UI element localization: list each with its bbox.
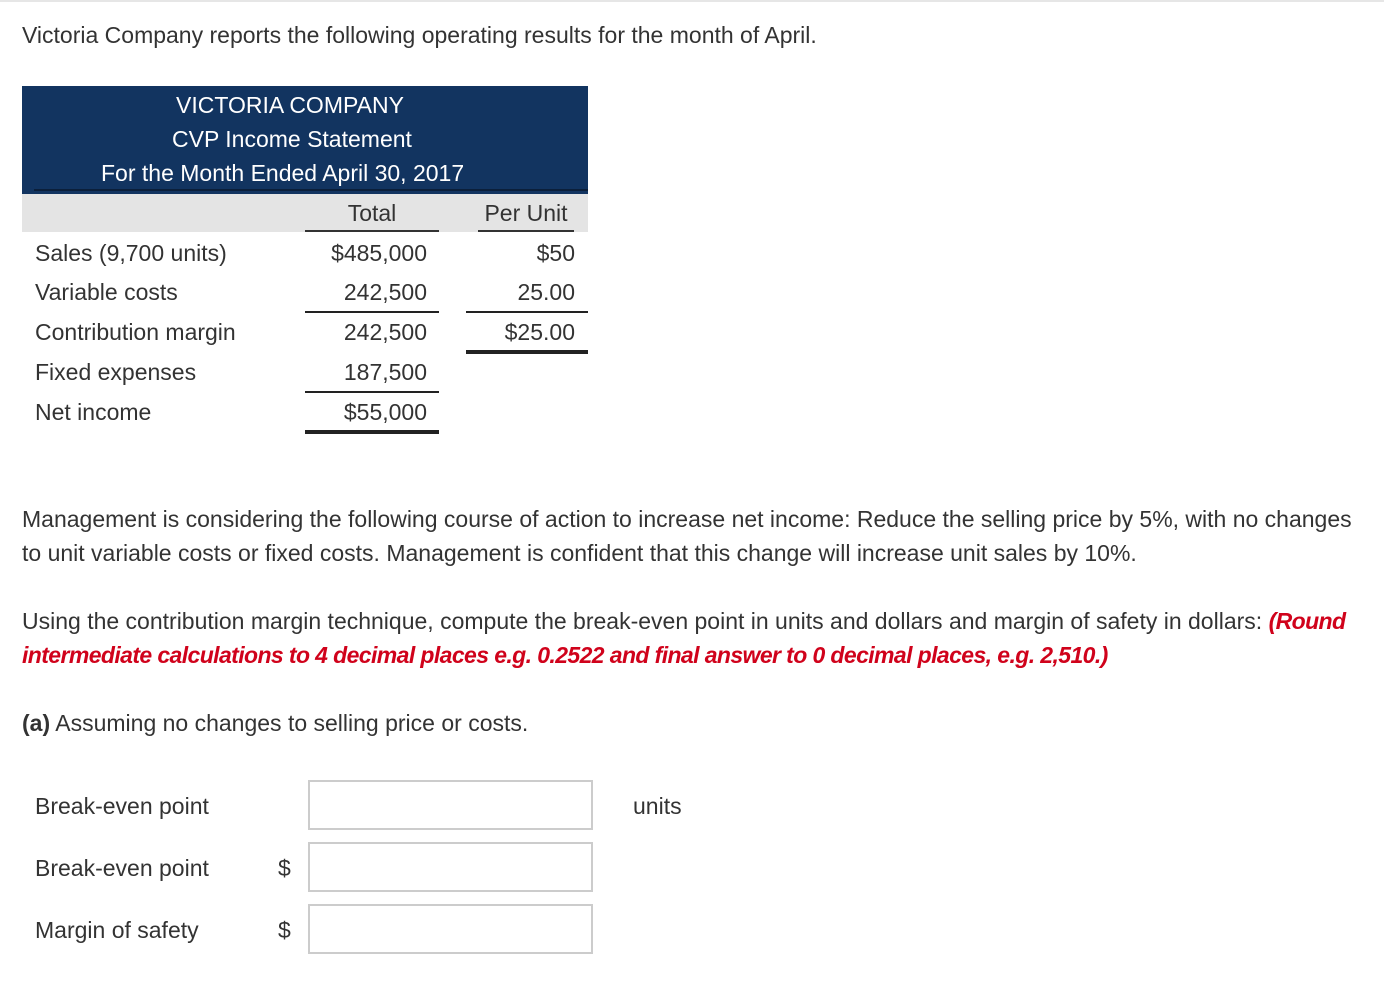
total-subtotal-rule xyxy=(305,311,439,313)
sales-per-unit: $50 xyxy=(536,240,575,266)
variable-costs-total: 242,500 xyxy=(343,279,427,305)
fixed-expenses-total: 187,500 xyxy=(343,359,427,385)
statement-header xyxy=(22,86,588,194)
part-a-letter: (a) xyxy=(22,710,51,736)
bep-units-label: Break-even point xyxy=(35,793,209,819)
col-per-unit-underline xyxy=(478,230,574,232)
net-income-total: $55,000 xyxy=(343,399,427,425)
variable-costs-per-unit: 25.00 xyxy=(517,279,575,305)
scenario-paragraph: Management is considering the following course of action to increase net income: Reduce the selling price by 5%, with no changes to unit variable costs or fixed costs. Management is confident that this change will increase unit sales by 10%. xyxy=(22,506,1352,566)
sales-total: $485,000 xyxy=(331,240,427,266)
statement-title: CVP Income Statement xyxy=(172,126,412,152)
unit-double-rule xyxy=(466,350,588,354)
unit-subtotal-rule xyxy=(466,311,588,313)
part-a-text: Assuming no changes to selling price or costs. xyxy=(55,710,529,736)
contribution-margin-total: 242,500 xyxy=(343,319,427,345)
margin-of-safety-currency: $ xyxy=(278,917,291,943)
units-label: units xyxy=(633,793,682,819)
bep-units-input[interactable] xyxy=(308,780,593,830)
bep-dollars-currency: $ xyxy=(278,855,291,881)
total-double-rule xyxy=(305,430,439,434)
row-label-fixed-expenses: Fixed expenses xyxy=(35,359,197,385)
statement-period: For the Month Ended April 30, 2017 xyxy=(101,160,465,186)
rounding-note: (Round intermediate calculations to 4 decimal places e.g. 0.2522 and final answer to 0 decimal places, e.g. 2,510.) xyxy=(22,608,1346,668)
contribution-margin-per-unit: $25.00 xyxy=(504,319,575,345)
col-total-underline xyxy=(305,230,439,232)
instructions-paragraph xyxy=(22,604,1372,672)
top-divider xyxy=(0,0,1384,2)
statement-company: VICTORIA COMPANY xyxy=(176,92,404,118)
total-net-rule xyxy=(305,391,439,393)
bep-dollars-input[interactable] xyxy=(308,842,593,892)
row-label-contribution-margin: Contribution margin xyxy=(35,319,236,345)
col-header-per-unit: Per Unit xyxy=(484,200,568,226)
part-a-heading xyxy=(22,706,528,740)
instructions-text: Using the contribution margin technique, compute the break-even point in units and dollars and margin of safety in dollars: xyxy=(22,608,1263,634)
intro-text: Victoria Company reports the following operating results for the month of April. xyxy=(22,22,817,48)
margin-of-safety-label: Margin of safety xyxy=(35,917,199,943)
row-label-sales: Sales (9,700 units) xyxy=(35,240,227,266)
row-label-variable-costs: Variable costs xyxy=(35,279,178,305)
bep-dollars-label: Break-even point xyxy=(35,855,209,881)
col-header-total: Total xyxy=(347,200,397,226)
header-underline xyxy=(34,189,588,191)
row-label-net-income: Net income xyxy=(35,399,152,425)
margin-of-safety-input[interactable] xyxy=(308,904,593,954)
